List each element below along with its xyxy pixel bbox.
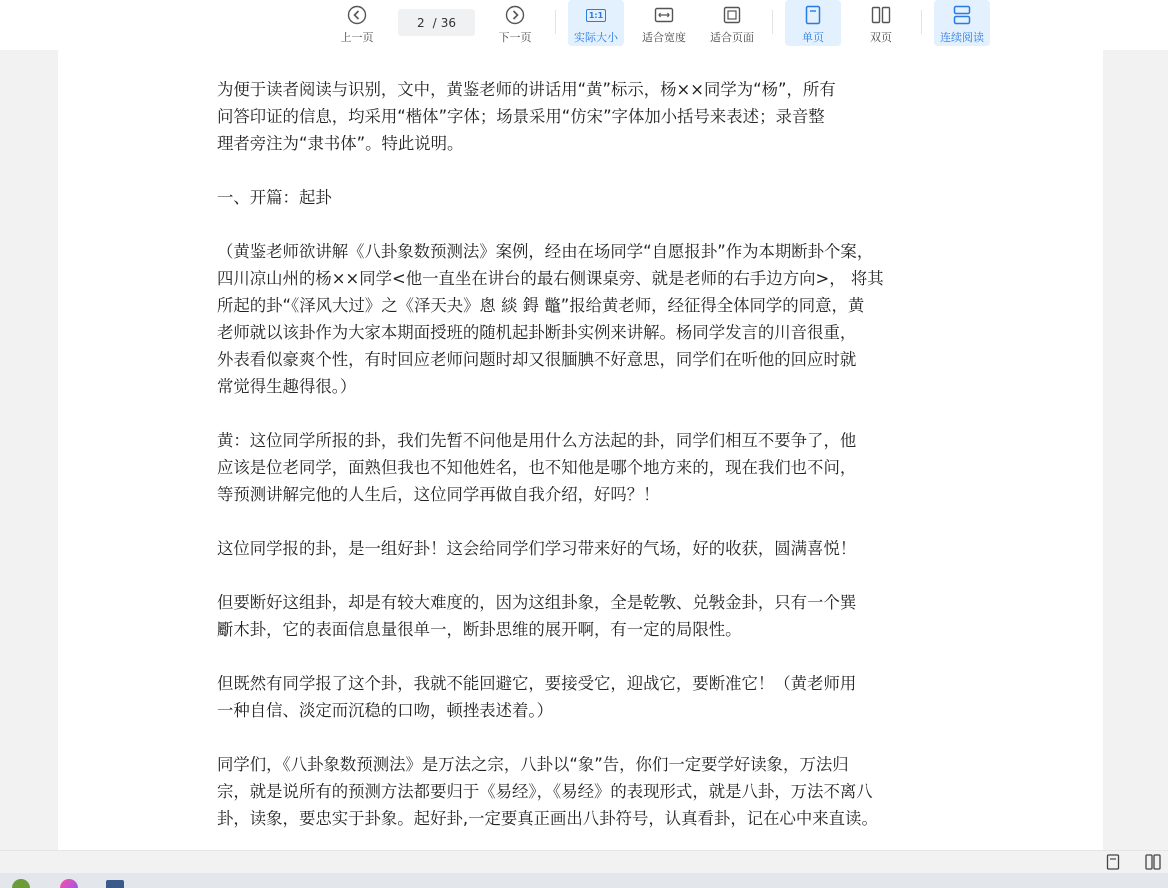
paragraph: 为便于读者阅读与识别，文中，黄鉴老师的讲话用“黄”标示，杨××同学为“杨”，所有 问答印证的信息，均采用“楷体”字体；场景采用“仿宋”字体加小括号来表述；录音整 理者旁注为“隶书体”。特此说明。 (217, 80, 836, 153)
actual-size-icon (586, 4, 606, 26)
app-icon[interactable] (106, 880, 124, 888)
app-icon[interactable] (60, 879, 78, 888)
page-number-box[interactable] (398, 9, 475, 36)
toolbar-divider (555, 10, 556, 34)
document-page (58, 50, 1103, 850)
next-page-label: 下一页 (498, 31, 532, 44)
actual-size-button[interactable] (568, 0, 624, 46)
single-page-button[interactable] (785, 0, 841, 46)
double-page-label: 双页 (870, 31, 892, 44)
fit-page-button[interactable] (704, 0, 760, 46)
double-page-icon (871, 4, 891, 26)
double-page-view-icon[interactable] (1145, 854, 1161, 874)
section-heading: 一、开篇：起卦 (217, 188, 332, 207)
paragraph: （黄鉴老师欲讲解《八卦象数预测法》案例，经由在场同学“自愿报卦”作为本期断卦个案， 四川凉山州的杨××同学<他一直坐在讲台的最右侧课桌旁、就是老师的右手边方向>， 将其 所起的卦“《泽风大过》之《泽天夬》悤 緂 鍀 鼈”报给黄老师，经征得全体同学的同意，黄 老师就以该卦作为大家本期面授班的随机起卦断卦实例来讲解。杨同学发言的川音很重， 外表看似豪爽个性，有时回应老师问题时却又很腼腆不好意思，同学们在听他的回应时就 常觉得生趣得很。） (217, 242, 884, 396)
reader-toolbar (0, 0, 1168, 50)
paragraph: 但要断好这组卦，却是有较大难度的，因为这组卦象，全是乾斆、兑斅金卦，只有一个巽 斸木卦，它的表面信息量很单一，断卦思维的展开啊，有一定的局限性。 (217, 593, 857, 639)
single-page-label: 单页 (802, 31, 824, 44)
continuous-reading-icon (953, 4, 971, 26)
toolbar-divider (772, 10, 773, 34)
paragraph: 这位同学报的卦，是一组好卦！这会给同学们学习带来好的气场，好的收获，圆满喜悦！ (217, 539, 857, 558)
actual-size-icon-text: 1:1 (586, 9, 606, 22)
next-page-button[interactable] (490, 0, 540, 46)
actual-size-label: 实际大小 (574, 31, 618, 44)
chevron-left-circle-icon (347, 4, 367, 26)
single-page-icon (805, 4, 821, 26)
chevron-right-circle-icon (505, 4, 525, 26)
status-bar (0, 850, 1168, 873)
os-taskbar (0, 873, 1168, 888)
fit-width-icon (654, 4, 674, 26)
app-icon[interactable] (12, 879, 30, 888)
prev-page-label: 上一页 (340, 31, 374, 44)
total-pages: 36 (440, 15, 456, 30)
fit-page-icon (723, 4, 741, 26)
current-page-input[interactable]: 2 (417, 15, 425, 30)
page-separator: / (432, 15, 437, 30)
document-text (217, 76, 947, 850)
continuous-reading-label: 连续阅读 (940, 31, 984, 44)
fit-page-label: 适合页面 (710, 31, 754, 44)
paragraph: 黄：这位同学所报的卦，我们先暂不问他是用什么方法起的卦，同学们相互不要争了，他 应该是位老同学，面熟但我也不知他姓名，也不知他是哪个地方来的，现在我们也不问， 等预测讲解完他的人生后，这位同学再做自我介绍，好吗？！ (217, 431, 857, 504)
continuous-reading-button[interactable] (934, 0, 990, 46)
fit-width-button[interactable] (636, 0, 692, 46)
toolbar-divider (921, 10, 922, 34)
prev-page-button[interactable] (332, 0, 382, 46)
double-page-button[interactable] (853, 0, 909, 46)
single-page-view-icon[interactable] (1106, 854, 1120, 874)
paragraph: 同学们，《八卦象数预测法》是万法之宗，八卦以“象”告，你们一定要学好读象，万法归 宗，就是说所有的预测方法都要归于《易经》，《易经》的表现形式，就是八卦，万法不离八 卦，读象，要忠实于卦象。起好卦,一定要真正画出八卦符号，认真看卦，记在心中来直读。 (217, 755, 878, 828)
fit-width-label: 适合宽度 (642, 31, 686, 44)
paragraph: 但既然有同学报了这个卦，我就不能回避它，要接受它，迎战它，要断准它！（黄老师用 一种自信、淡定而沉稳的口吻，顿挫表述着。） (217, 674, 857, 720)
